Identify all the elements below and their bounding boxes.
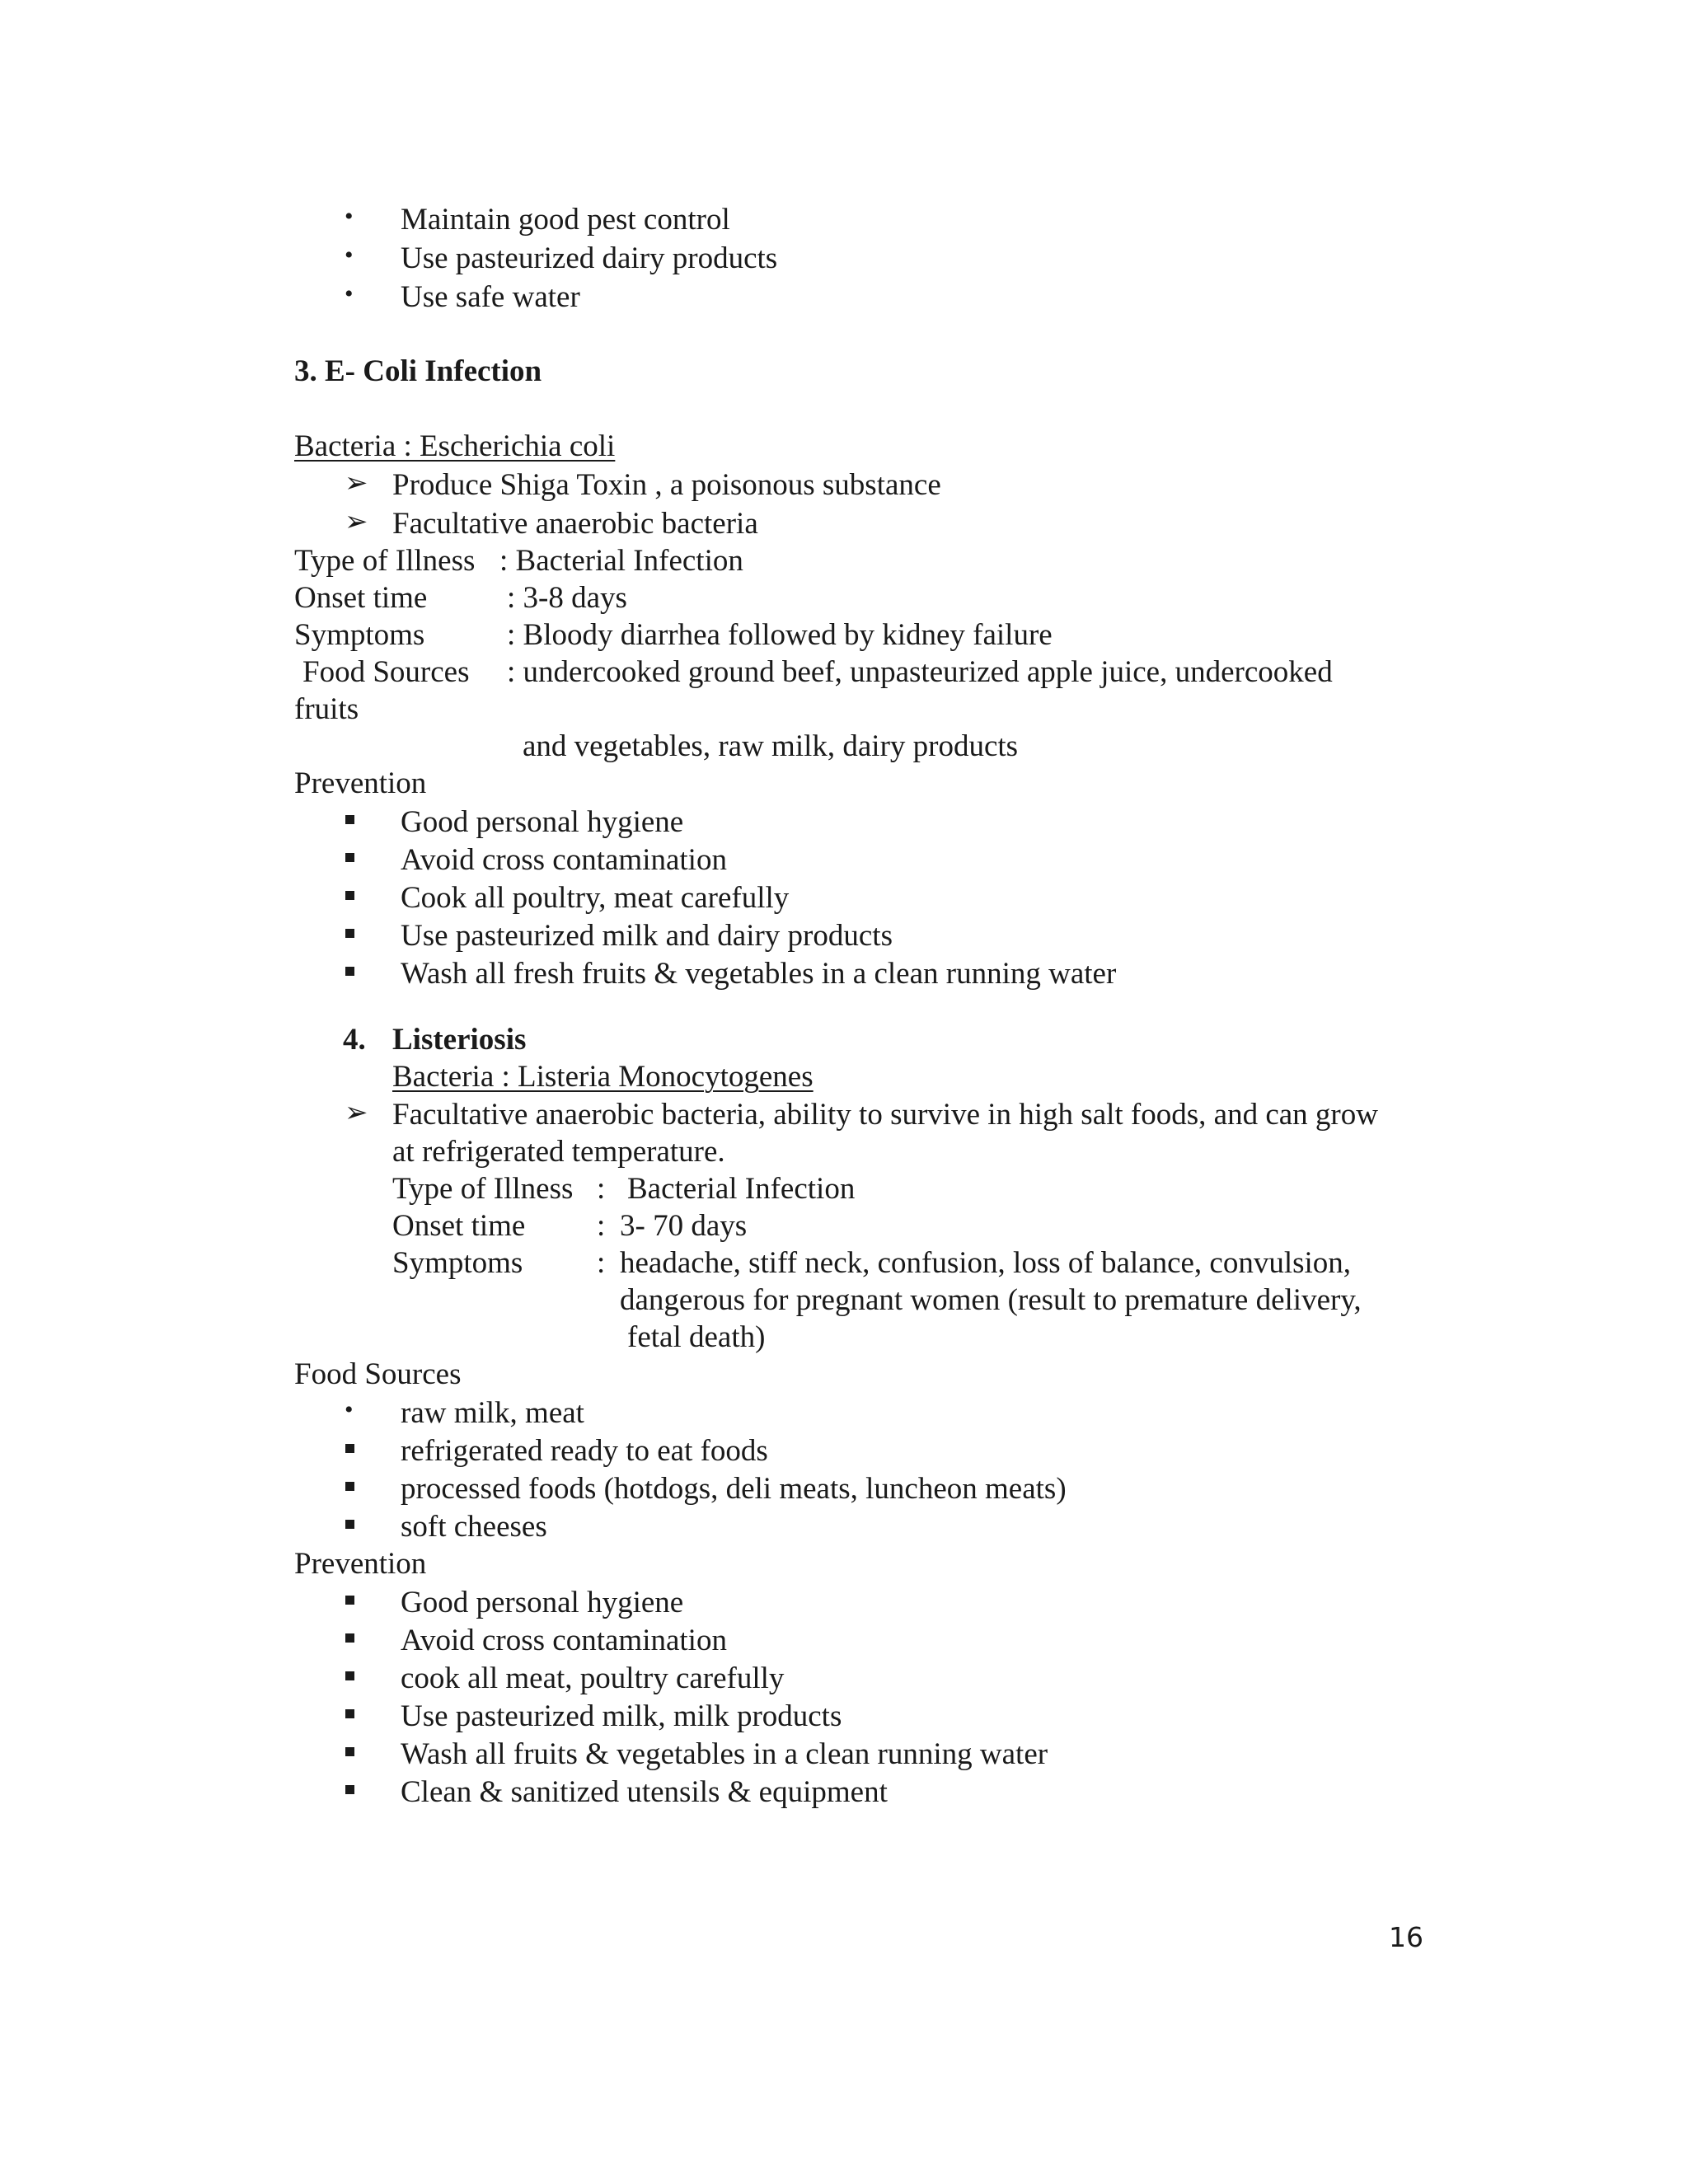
ecoli-onset-label: Onset time xyxy=(294,581,428,615)
square-bullet-icon xyxy=(345,1520,354,1529)
list-item: Use pasteurized milk and dairy products xyxy=(401,919,893,953)
ecoli-food-value: : undercooked ground beef, unpasteurized apple juice, undercooked xyxy=(507,655,1333,689)
square-bullet-icon xyxy=(345,891,354,900)
page-number: 16 xyxy=(1389,1921,1423,1953)
section-heading-listeriosis: Listeriosis xyxy=(392,1023,527,1057)
list-item: Avoid cross contamination xyxy=(401,843,727,877)
ecoli-onset-value: : 3-8 days xyxy=(507,581,627,615)
list-item: Avoid cross contamination xyxy=(401,1624,727,1657)
square-bullet-icon xyxy=(345,1596,354,1605)
listeria-onset-value: 3- 70 days xyxy=(620,1209,748,1243)
square-bullet-icon xyxy=(345,1785,354,1794)
listeria-symptoms-line: fetal death) xyxy=(627,1320,766,1354)
list-item: Clean & sanitized utensils & equipment xyxy=(401,1775,888,1809)
listeria-trait-continuation: at refrigerated temperature. xyxy=(392,1135,725,1169)
ecoli-type-value: : Bacterial Infection xyxy=(499,544,743,578)
square-bullet-icon xyxy=(345,929,354,938)
list-item: Maintain good pest control xyxy=(401,203,730,237)
ecoli-symptoms-label: Symptoms xyxy=(294,618,425,652)
ecoli-bacteria-label: Bacteria : Escherichia coli xyxy=(294,429,616,463)
colon: : xyxy=(597,1209,606,1243)
square-bullet-icon xyxy=(345,815,354,824)
list-item: Use safe water xyxy=(401,280,580,314)
bullet-icon: • xyxy=(345,1396,354,1423)
square-bullet-icon xyxy=(345,1671,354,1680)
list-item: Use pasteurized milk, milk products xyxy=(401,1699,842,1733)
colon: : xyxy=(597,1172,606,1206)
square-bullet-icon xyxy=(345,1747,354,1756)
square-bullet-icon xyxy=(345,1444,354,1453)
list-item: Good personal hygiene xyxy=(401,1586,684,1619)
bullet-icon: • xyxy=(345,203,354,230)
square-bullet-icon xyxy=(345,967,354,976)
list-item: Cook all poultry, meat carefully xyxy=(401,881,790,915)
ecoli-food-continuation: and vegetables, raw milk, dairy products xyxy=(523,729,1019,763)
arrow-bullet-icon: ➢ xyxy=(345,1098,368,1128)
listeria-bacteria-label: Bacteria : Listeria Monocytogenes xyxy=(392,1060,814,1094)
bullet-icon: • xyxy=(345,241,354,269)
square-bullet-icon xyxy=(345,1709,354,1718)
section-heading-ecoli: 3. E- Coli Infection xyxy=(294,354,542,388)
square-bullet-icon xyxy=(345,1633,354,1643)
ecoli-symptoms-value: : Bloody diarrhea followed by kidney failure xyxy=(507,618,1053,652)
listeria-trait: Facultative anaerobic bacteria, ability to survive in high salt foods, and can grow xyxy=(392,1098,1378,1132)
square-bullet-icon xyxy=(345,1482,354,1491)
list-item: Wash all fresh fruits & vegetables in a clean running water xyxy=(401,957,1117,991)
list-item: refrigerated ready to eat foods xyxy=(401,1434,768,1468)
ecoli-trait: Produce Shiga Toxin , a poisonous substance xyxy=(392,468,941,502)
listeria-onset-label: Onset time xyxy=(392,1209,526,1243)
list-item: processed foods (hotdogs, deli meats, luncheon meats) xyxy=(401,1472,1067,1506)
list-item: Good personal hygiene xyxy=(401,805,684,839)
listeria-symptoms-line: dangerous for pregnant women (result to premature delivery, xyxy=(620,1283,1362,1317)
list-item: cook all meat, poultry carefully xyxy=(401,1661,785,1695)
arrow-bullet-icon: ➢ xyxy=(345,507,368,537)
ecoli-food-label: Food Sources xyxy=(302,655,470,689)
listeria-symptoms-line: headache, stiff neck, confusion, loss of balance, convulsion, xyxy=(620,1246,1352,1280)
list-item: Use pasteurized dairy products xyxy=(401,241,778,275)
list-item: Wash all fruits & vegetables in a clean running water xyxy=(401,1737,1048,1771)
ecoli-type-label: Type of Illness xyxy=(294,544,476,578)
listeria-prevention-label: Prevention xyxy=(294,1547,427,1581)
listeria-symptoms-label: Symptoms xyxy=(392,1246,523,1280)
section-number: 4. xyxy=(343,1023,366,1057)
listeria-type-label: Type of Illness xyxy=(392,1172,574,1206)
arrow-bullet-icon: ➢ xyxy=(345,468,368,499)
bullet-icon: • xyxy=(345,280,354,307)
square-bullet-icon xyxy=(345,853,354,862)
listeria-type-value: Bacterial Infection xyxy=(627,1172,856,1206)
list-item: soft cheeses xyxy=(401,1510,547,1544)
colon: : xyxy=(597,1246,606,1280)
ecoli-prevention-label: Prevention xyxy=(294,766,427,800)
list-item: raw milk, meat xyxy=(401,1396,584,1430)
ecoli-food-wrap: fruits xyxy=(294,692,359,726)
ecoli-trait: Facultative anaerobic bacteria xyxy=(392,507,758,541)
listeria-food-label: Food Sources xyxy=(294,1357,462,1391)
